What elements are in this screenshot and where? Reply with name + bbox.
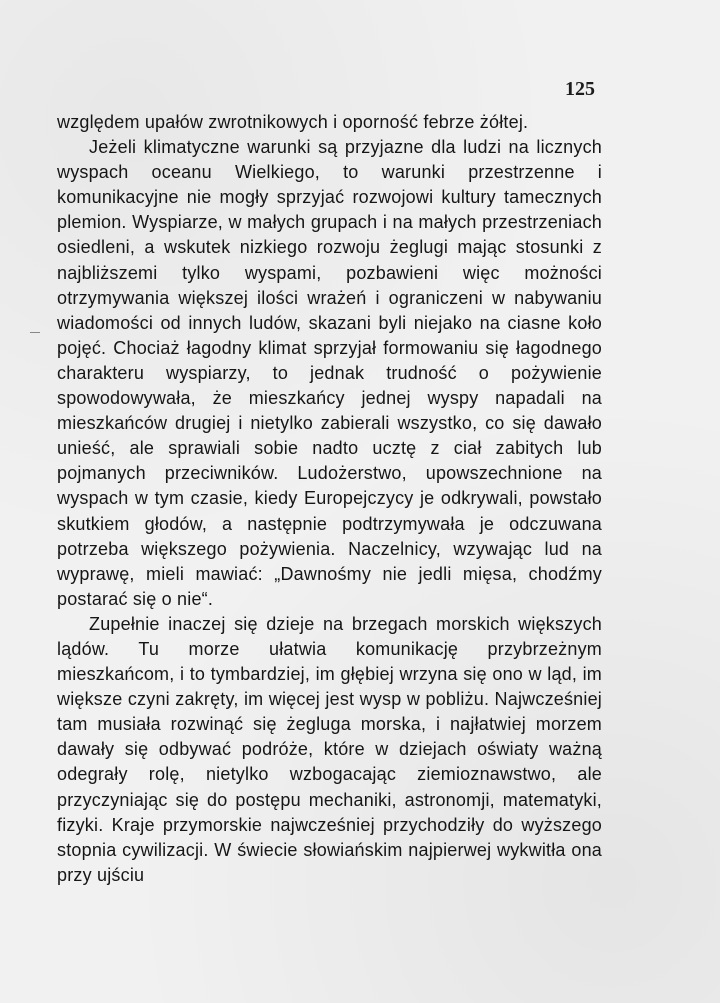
page-number: 125	[565, 78, 595, 100]
margin-mark	[30, 332, 40, 333]
page-text	[57, 110, 602, 888]
paragraph-2: Jeżeli klimatyczne warunki są przyjazne dla ludzi na licznych wyspach oceanu Wielkiego, to warunki przestrzenne i komunikacyjne nie mogły sprzyjać rozwojowi kultury tamecznych plemion. Wyspiarze, w małych grupach i na małych przestrzeniach osiedleni, a wskutek nizkiego rozwoju żeglugi mając stosunki z najbliższemi tylko wyspami, pozbawieni więc możności otrzymywania większej ilości wrażeń i ograniczeni w nabywaniu wiadomości od innych ludów, skazani byli niejako na ciasne koło pojęć. Chociaż łagodny klimat sprzyjał formowaniu się łagodnego charakteru wyspiarzy, to jednak trudność o pożywienie spowodowywała, że mieszkańcy jednej wyspy napadali na mieszkańców drugiej i nietylko zabierali wszystko, co się dawało unieść, ale sprawiali sobie nadto ucztę z ciał zabitych lub pojmanych przeciwników. Ludożerstwo, upowszechnione na wyspach w tym czasie, kiedy Europejczycy je odkrywali, powstało skutkiem głodów, a następnie podtrzymywała je odczuwana potrzeba większego pożywienia. Naczelnicy, wzywając lud na wyprawę, mieli mawiać: „Dawnośmy nie jedli mięsa, chodźmy postarać się o nie“.	[57, 137, 602, 609]
paragraph-3: Zupełnie inaczej się dzieje na brzegach morskich większych lądów. Tu morze ułatwia komunikację przybrzeżnym mieszkańcom, i to tymbardziej, im głębiej wrzyna się ono w ląd, im większe czyni zakręty, im więcej jest wysp w pobliżu. Najwcześniej tam musiała rozwinąć się żegluga morska, i najłatwiej morzem dawały się odbywać podróże, które w dziejach oświaty ważną odegrały rolę, nietylko wzbogacając ziemioznawstwo, ale przyczyniając się do postępu mechaniki, astronomji, matematyki, fizyki. Kraje przymorskie najwcześniej przychodziły do wyższego stopnia cywilizacji. W świecie słowiańskim najpierwej wykwitła ona przy ujściu	[57, 613, 602, 885]
paragraph-1: względem upałów zwrotnikowych i oporność febrze żółtej.	[57, 112, 529, 132]
